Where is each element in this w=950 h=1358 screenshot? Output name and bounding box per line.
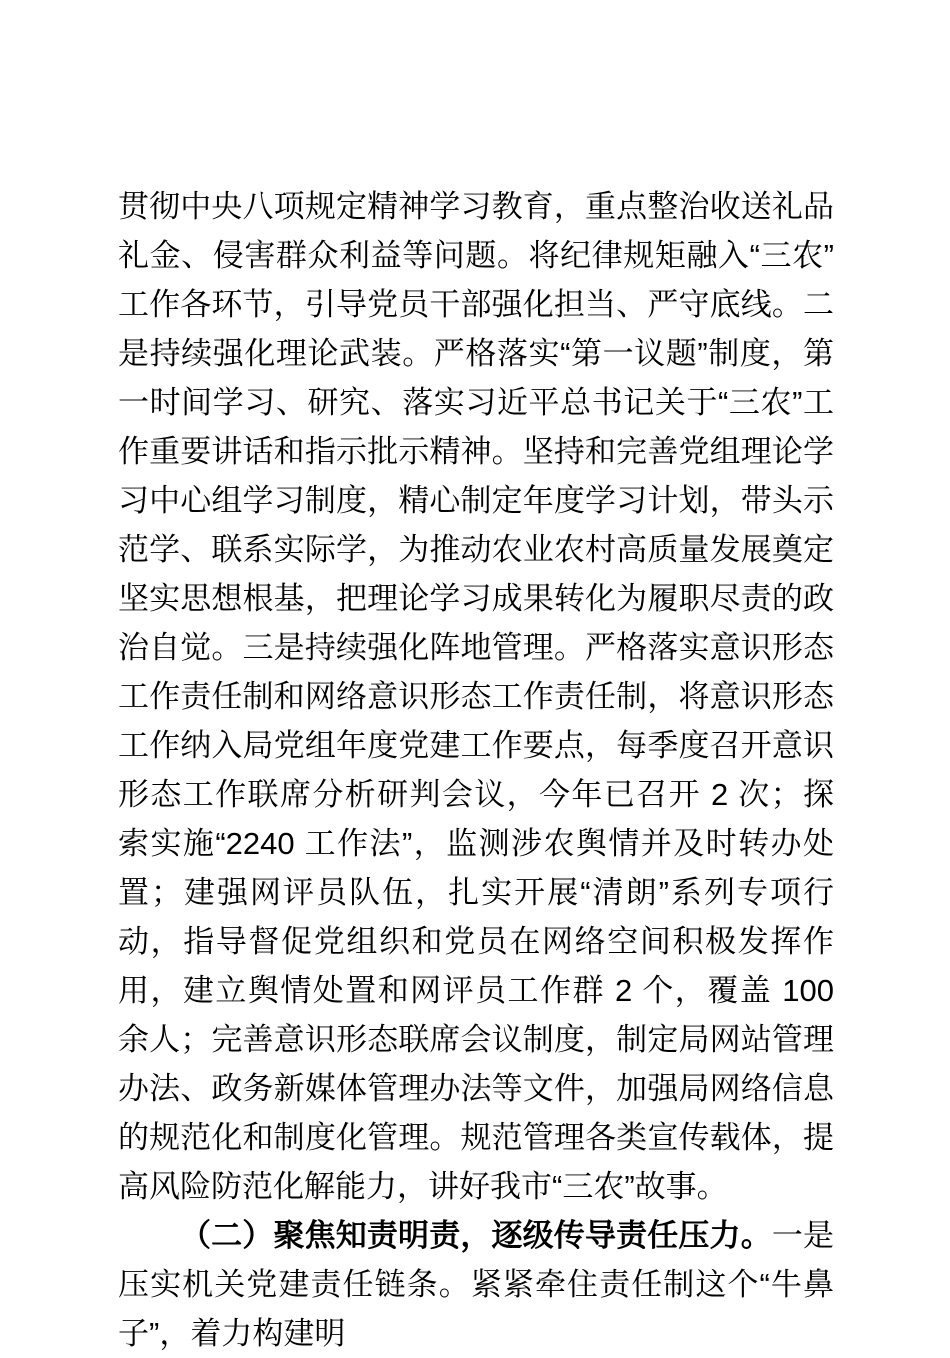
document-text-column [118, 182, 834, 1358]
paragraph-continuation: 贯彻中央八项规定精神学习教育，重点整治收送礼品礼金、侵害群众利益等问题。将纪律规矩融入“三农”工作各环节，引导党员干部强化担当、严守底线。二是持续强化理论武装。严格落实“第一议题”制度，第一时间学习、研究、落实习近平总书记关于“三农”工作重要讲话和指示批示精神。坚持和完善党组理论学习中心组学习制度，精心制定年度学习计划，带头示范学、联系实际学，为推动农业农村高质量发展奠定坚实思想根基，把理论学习成果转化为履职尽责的政治自觉。三是持续强化阵地管理。严格落实意识形态工作责任制和网络意识形态工作责任制，将意识形态工作纳入局党组年度党建工作要点，每季度召开意识形态工作联席分析研判会议，今年已召开 2 次；探索实施“2240 工作法”，监测涉农舆情并及时转办处置；建强网评员队伍，扎实开展“清朗”系列专项行动，指导督促党组织和党员在网络空间积极发挥作用，建立舆情处置和网评员工作群 2 个，覆盖 100 余人；完善意识形态联席会议制度，制定局网站管理办法、政务新媒体管理办法等文件，加强局网络信息的规范化和制度化管理。规范管理各类宣传载体，提高风险防范化解能力，讲好我市“三农”故事。 [118, 189, 834, 1204]
section-heading-two: （二）聚焦知责明责，逐级传导责任压力。 [180, 1218, 772, 1253]
section-two-body-text: 一是压实机关党建责任链条。紧紧牵住责任制这个“牛鼻子”，着力构建明 [118, 1218, 835, 1351]
paragraph-section-two [118, 1211, 834, 1358]
